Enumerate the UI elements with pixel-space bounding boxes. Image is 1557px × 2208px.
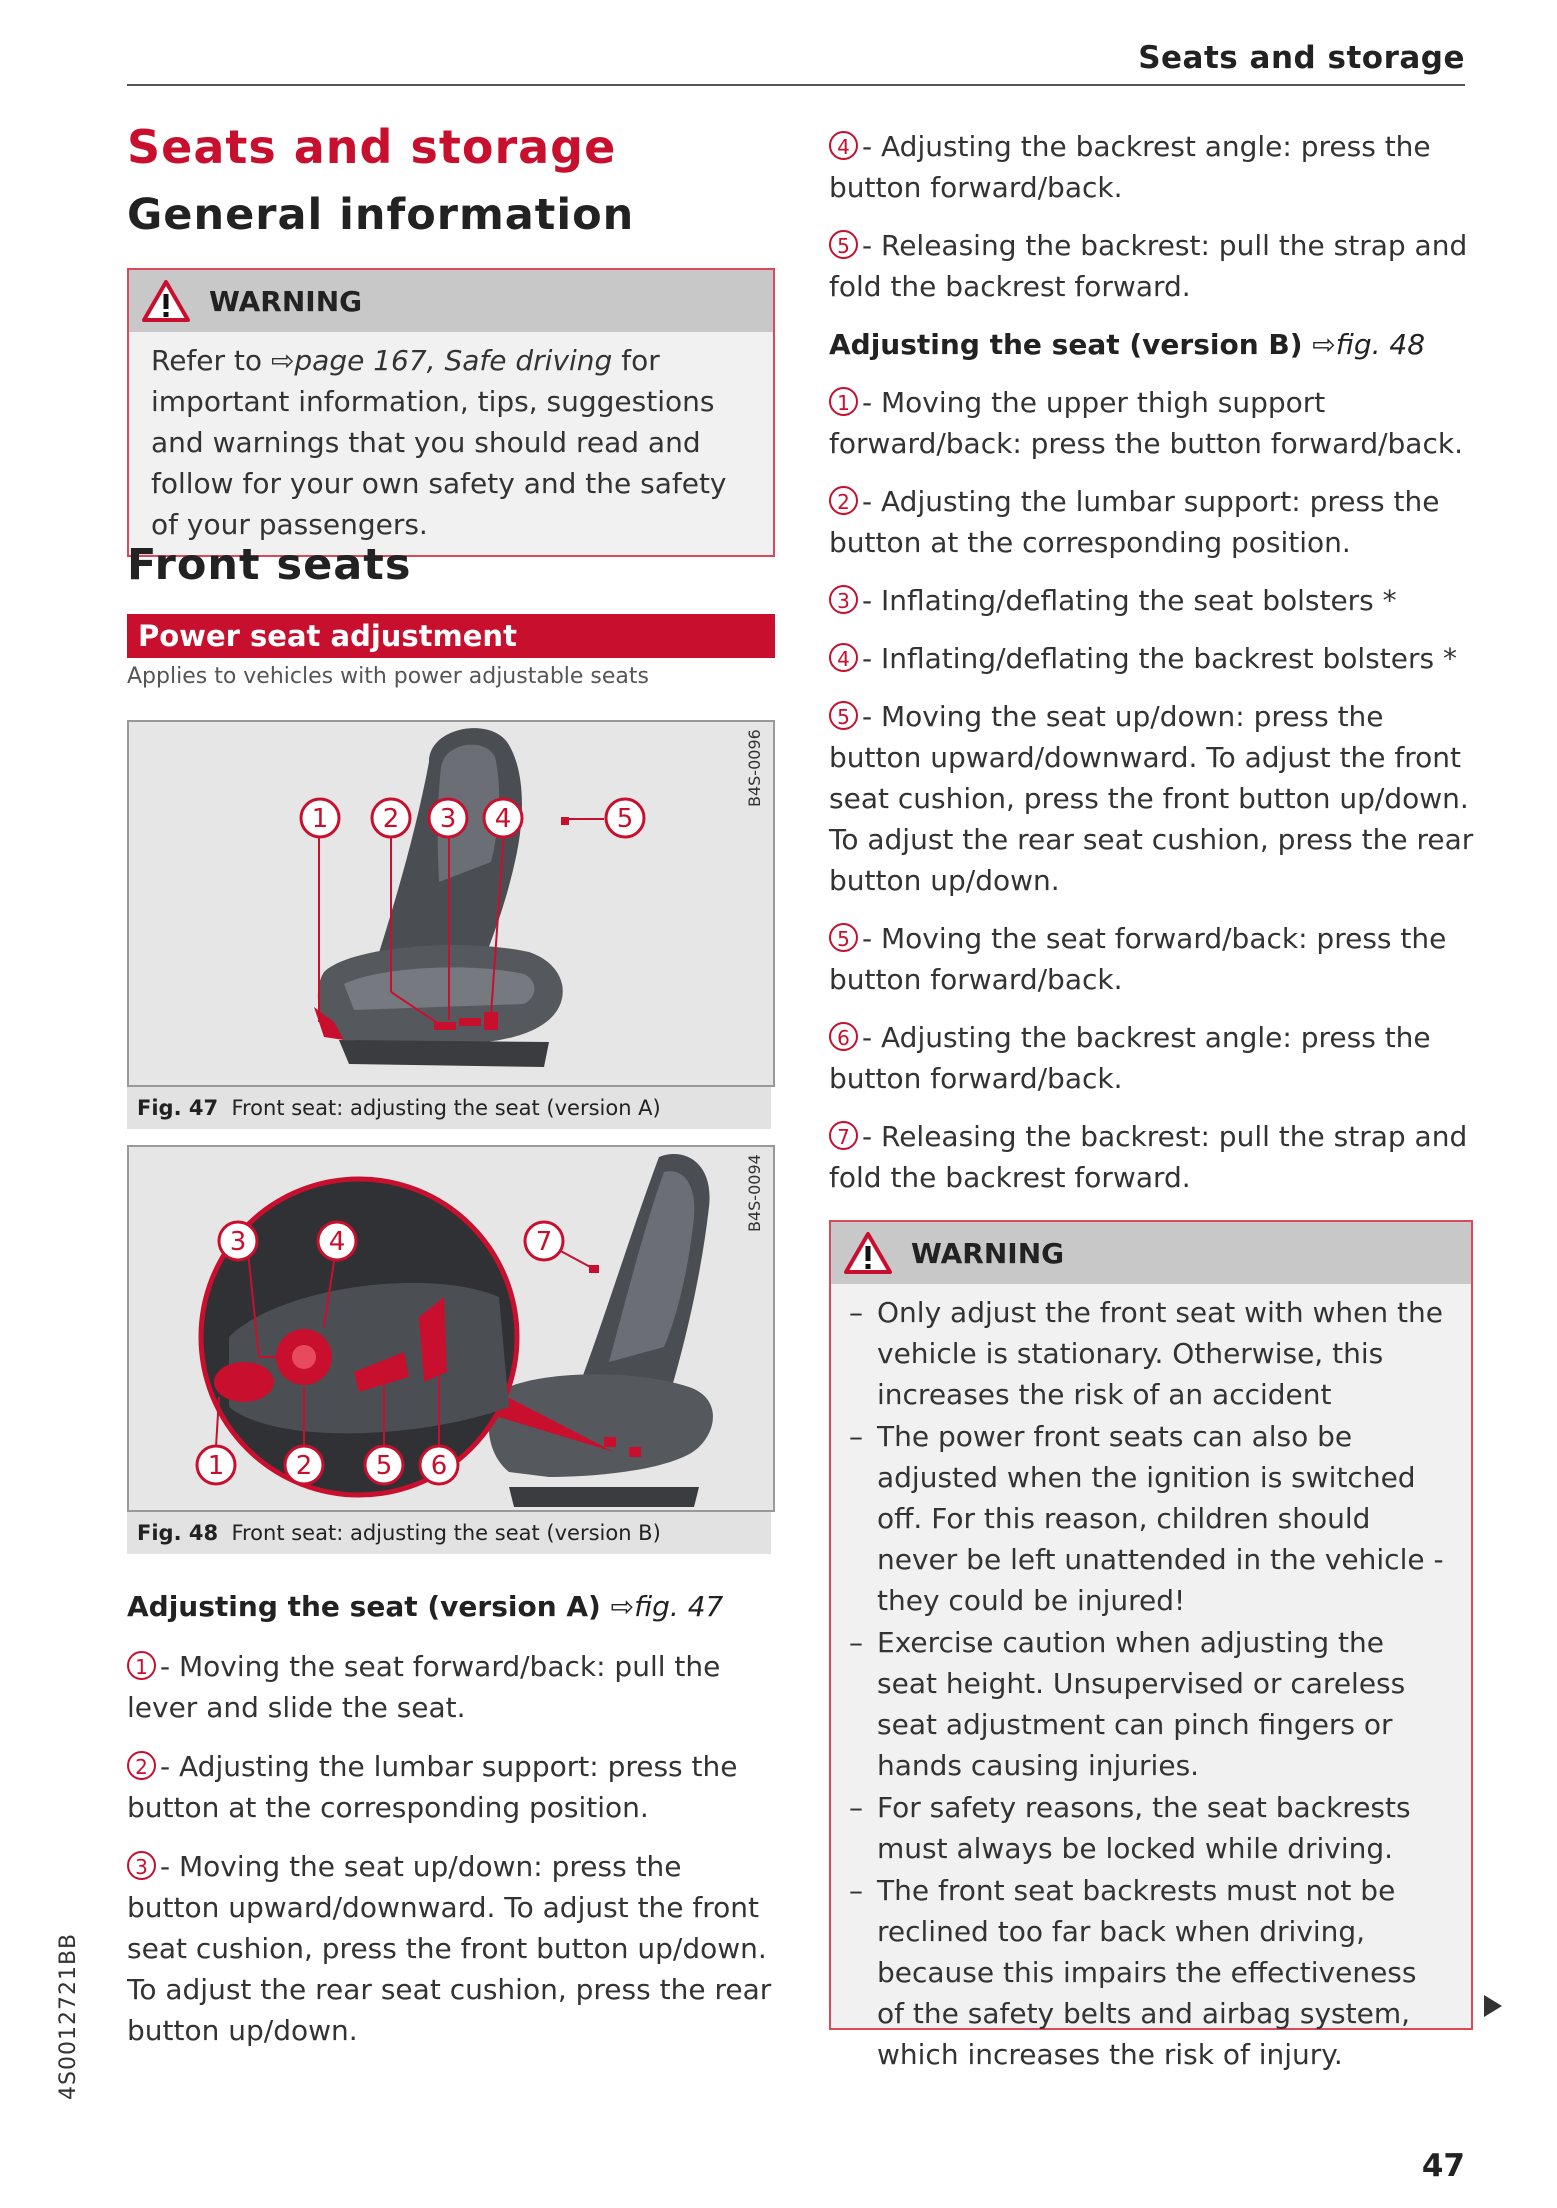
front-seats-title: Front seats bbox=[127, 540, 412, 590]
figure-47 bbox=[127, 720, 775, 1087]
header-rule bbox=[127, 84, 1465, 86]
warning-box-general bbox=[127, 268, 775, 557]
list-item-text: - Moving the seat up/down: press the button upward/downward. To adjust the front seat cushion, press the front button up/down. To adjust the rear seat cushion, press the rear button up/down. bbox=[127, 1850, 772, 2047]
callout-1 bbox=[194, 1443, 238, 1491]
step-number-icon: 6 bbox=[829, 1022, 858, 1051]
version-a-list bbox=[127, 1646, 775, 2051]
callout-2 bbox=[369, 796, 413, 844]
list-item-text: - Adjusting the lumbar support: press the button at the corresponding position. bbox=[829, 485, 1440, 559]
step-number-icon: 5 bbox=[829, 230, 858, 259]
next-page-arrow-icon[interactable] bbox=[1484, 1995, 1502, 2017]
step-number-icon: 3 bbox=[127, 1851, 156, 1880]
warning-item: – For safety reasons, the seat backrests must always be locked while driving. bbox=[849, 1791, 1411, 1865]
step-number-icon: 7 bbox=[829, 1121, 858, 1150]
svg-text:3: 3 bbox=[229, 1227, 247, 1257]
list-item-text: - Inflating/deflating the seat bolsters * bbox=[862, 584, 1397, 617]
callout-6 bbox=[417, 1443, 461, 1491]
warning-text bbox=[129, 332, 773, 555]
warning-text-post: for important information, tips, suggestions and warnings that you should read and follow for your own safety and the safety of your passengers. bbox=[151, 344, 727, 541]
callout-5 bbox=[362, 1443, 406, 1491]
warning-item-text: Exercise caution when adjusting the seat height. Unsupervised or careless seat adjustment can pinch fingers or hands causing injuries. bbox=[877, 1626, 1406, 1782]
warning-box-seats bbox=[829, 1220, 1473, 2071]
power-seat-title: Power seat adjustment bbox=[127, 614, 775, 658]
step-number-icon: 5 bbox=[829, 701, 858, 730]
step-number-icon: 5 bbox=[829, 923, 858, 952]
figure-caption-text: Front seat: adjusting the seat (version B) bbox=[231, 1521, 661, 1545]
warning-triangle-icon bbox=[843, 1231, 893, 1275]
list-item-text: - Moving the upper thigh support forward/back: press the button forward/back. bbox=[829, 386, 1463, 460]
list-item-text: - Adjusting the backrest angle: press the button forward/back. bbox=[829, 1021, 1431, 1095]
version-a-list-continued bbox=[829, 126, 1477, 1198]
warning-item: – The power front seats can also be adjusted when the ignition is switched off. For this reason, children should never be left unattended in the vehicle - they could be injured! bbox=[849, 1420, 1444, 1617]
list-item bbox=[127, 1746, 775, 1828]
running-header: Seats and storage bbox=[1138, 40, 1465, 76]
version-b-heading-text: Adjusting the seat (version B) bbox=[829, 328, 1303, 361]
step-number-icon: 4 bbox=[829, 131, 858, 160]
list-item-text: - Adjusting the backrest angle: press the button forward/back. bbox=[829, 130, 1431, 204]
list-item-text: - Releasing the backrest: pull the strap and fold the backrest forward. bbox=[829, 1120, 1468, 1194]
callout-3 bbox=[426, 796, 470, 844]
list-item bbox=[829, 1017, 1477, 1099]
warning-item-text: For safety reasons, the seat backrests must always be locked while driving. bbox=[877, 1791, 1411, 1865]
list-item-text: - Moving the seat forward/back: press the button forward/back. bbox=[829, 922, 1447, 996]
seat-illustration-a bbox=[129, 722, 773, 1085]
list-item bbox=[829, 382, 1477, 464]
version-b-heading bbox=[829, 324, 1477, 365]
svg-text:4: 4 bbox=[328, 1227, 346, 1257]
version-a-heading bbox=[127, 1590, 775, 1623]
list-item bbox=[829, 580, 1477, 621]
svg-text:1: 1 bbox=[311, 804, 329, 834]
list-item bbox=[829, 1116, 1477, 1198]
page-reference-link[interactable]: ⇨page 167, Safe driving bbox=[270, 344, 613, 377]
svg-text:2: 2 bbox=[382, 804, 400, 834]
warning-item-text: The power front seats can also be adjusted when the ignition is switched off. For this reason, children should never be left unattended in the vehicle - they could be injured! bbox=[877, 1420, 1444, 1617]
callout-2 bbox=[282, 1443, 326, 1491]
list-item-text: - Moving the seat forward/back: pull the lever and slide the seat. bbox=[127, 1650, 721, 1724]
warning-label: WARNING bbox=[209, 284, 363, 318]
warning-item: – Only adjust the front seat with when the vehicle is stationary. Otherwise, this increases the risk of an accident bbox=[849, 1296, 1443, 1411]
list-item-text: - Releasing the backrest: pull the strap and fold the backrest forward. bbox=[829, 229, 1468, 303]
figure-code: B4S-0094 bbox=[745, 1154, 764, 1232]
version-a-heading-text: Adjusting the seat (version A) bbox=[127, 1590, 601, 1623]
list-item bbox=[829, 638, 1477, 679]
figure-48 bbox=[127, 1145, 775, 1512]
list-item bbox=[829, 225, 1477, 307]
svg-text:5: 5 bbox=[616, 804, 634, 834]
svg-text:2: 2 bbox=[295, 1451, 313, 1481]
svg-text:7: 7 bbox=[535, 1227, 553, 1257]
page-number: 47 bbox=[1421, 2148, 1465, 2184]
step-number-icon: 1 bbox=[829, 387, 858, 416]
step-number-icon: 3 bbox=[829, 585, 858, 614]
callout-5 bbox=[603, 796, 647, 844]
svg-text:3: 3 bbox=[439, 804, 457, 834]
general-info-title: General information bbox=[127, 190, 635, 240]
figure-code: B4S-0096 bbox=[745, 729, 764, 807]
callout-4 bbox=[315, 1219, 359, 1267]
warning-text-pre: Refer to bbox=[151, 344, 271, 377]
warning-item: – Exercise caution when adjusting the seat height. Unsupervised or careless seat adjustment can pinch fingers or hands causing injuries. bbox=[849, 1626, 1406, 1782]
list-item bbox=[127, 1646, 775, 1728]
list-item bbox=[829, 918, 1477, 1000]
svg-text:5: 5 bbox=[375, 1451, 393, 1481]
figure-label: Fig. 47 bbox=[137, 1096, 219, 1120]
warning-header bbox=[831, 1222, 1471, 1284]
svg-text:1: 1 bbox=[207, 1451, 225, 1481]
figure-caption-text: Front seat: adjusting the seat (version A) bbox=[231, 1096, 661, 1120]
list-item-text: - Moving the seat up/down: press the button upward/downward. To adjust the front seat cushion, press the front button up/down. To adjust the rear seat cushion, press the rear button up/down. bbox=[829, 700, 1474, 897]
document-code: 4S0012721BB bbox=[56, 1932, 81, 2100]
applies-note: Applies to vehicles with power adjustable seats bbox=[127, 664, 649, 689]
callout-1 bbox=[298, 796, 342, 844]
svg-text:4: 4 bbox=[494, 804, 512, 834]
warning-label: WARNING bbox=[911, 1236, 1065, 1270]
list-item bbox=[829, 126, 1477, 208]
callout-3 bbox=[216, 1219, 260, 1267]
figure-47-caption bbox=[127, 1087, 771, 1129]
figure-48-caption bbox=[127, 1512, 771, 1554]
figure-label: Fig. 48 bbox=[137, 1521, 219, 1545]
svg-text:6: 6 bbox=[430, 1451, 448, 1481]
figure-reference-link[interactable]: ⇨fig. 47 bbox=[610, 1590, 724, 1623]
figure-reference-link[interactable]: ⇨fig. 48 bbox=[1312, 328, 1426, 361]
step-number-icon: 4 bbox=[829, 643, 858, 672]
warning-item-text: Only adjust the front seat with when the vehicle is stationary. Otherwise, this increases the risk of an accident bbox=[877, 1296, 1443, 1411]
step-number-icon: 1 bbox=[127, 1651, 156, 1680]
list-item-text: - Adjusting the lumbar support: press the button at the corresponding position. bbox=[127, 1750, 738, 1824]
callout-4 bbox=[481, 796, 525, 844]
warning-list bbox=[831, 1284, 1471, 2075]
callout-7 bbox=[522, 1219, 566, 1267]
list-item bbox=[127, 1846, 775, 2051]
list-item bbox=[829, 696, 1477, 901]
warning-triangle-icon bbox=[141, 279, 191, 323]
list-item-text: - Inflating/deflating the backrest bolsters * bbox=[862, 642, 1457, 675]
warning-item: – The front seat backrests must not be reclined too far back when driving, because this impairs the effectiveness of the safety belts and airbag system, which increases the risk of injury. bbox=[849, 1874, 1417, 2071]
step-number-icon: 2 bbox=[829, 486, 858, 515]
warning-item-text: The front seat backrests must not be reclined too far back when driving, because this impairs the effectiveness of the safety belts and airbag system, which increases the risk of injury. bbox=[877, 1874, 1417, 2071]
step-number-icon: 2 bbox=[127, 1751, 156, 1780]
list-item bbox=[829, 481, 1477, 563]
section-title: Seats and storage bbox=[127, 120, 617, 174]
warning-header bbox=[129, 270, 773, 332]
